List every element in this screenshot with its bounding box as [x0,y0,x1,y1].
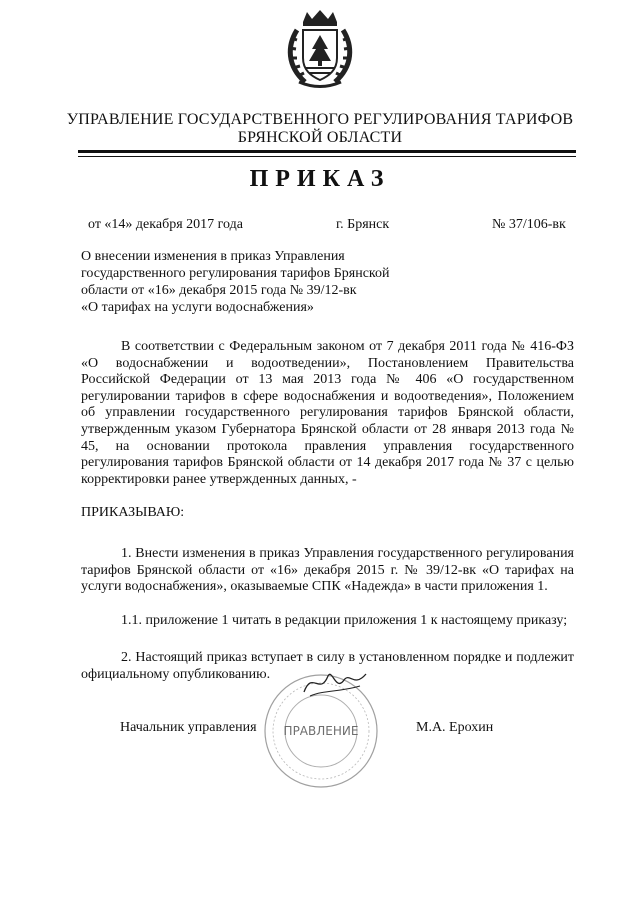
order-item-2-text: 2. Настоящий приказ вступает в силу в установленном порядке и подлежит официальному опубликованию. [81,650,574,682]
order-subject [81,248,421,316]
order-number: № 37/106-вк [492,217,566,232]
document-title: ПРИКАЗ [249,166,391,192]
header-rule-thick [78,150,576,153]
subject-line: «О тарифах на услуги водоснабжения» [81,300,314,315]
subject-line: О внесении изменения в приказ Управления [81,249,345,264]
subject-line: области от «16» декабря 2015 года № 39/12-вк [81,283,357,298]
stamp-text: ПРАВЛЕНИЕ [283,724,359,738]
header-rule-thin [78,156,576,157]
preamble-text: В соответствии с Федеральным законом от 7 декабря 2011 года № 416-ФЗ «О водоснабжении и водоотведении», Постановлением Правительства Российской Федерации от 13 мая 2013 года № 406 «О государственном регулировании тарифов в сфере водоснабжения и водоотведения», Положением об управлении государственного регулирования тарифов Брянской области, утвержденным указом Губернатора Брянской области от 28 января 2013 года № 45, на основании протокола правления управления государственного регулирования тарифов Брянской области от 14 декабря 2017 года № 37 с целью корректировки ранее утвержденных данных, - [81,339,574,487]
order-item-1-1 [81,613,574,630]
org-name-line1: УПРАВЛЕНИЕ ГОСУДАРСТВЕННОГО РЕГУЛИРОВАНИЯ ТАРИФОВ [66,111,574,128]
order-word-text: ПРИКАЗЫВАЮ: [81,505,185,520]
order-item-1-1-text: 1.1. приложение 1 читать в редакции приложения 1 к настоящему приказу; [121,613,568,628]
signatory-position: Начальник управления [120,720,257,735]
subject-line: государственного регулирования тарифов Брянской [81,266,390,281]
preamble-paragraph [81,339,574,488]
order-word [81,505,574,522]
org-name-line2: БРЯНСКОЙ ОБЛАСТИ [237,129,403,146]
order-date: от «14» декабря 2017 года [88,217,243,232]
order-item-1 [81,546,574,596]
handwritten-signature-icon [300,662,370,702]
signatory-name: М.А. Ерохин [416,720,494,735]
coat-of-arms-icon [285,8,355,90]
order-city: г. Брянск [336,217,390,232]
order-item-1-text: 1. Внести изменения в приказ Управления государственного регулирования тарифов Брянской области от «16» декабря 2015 г. № 39/12-вк «О тарифах на услуги водоснабжения», оказываемые СПК «Надежда» в части приложения 1. [81,546,574,595]
